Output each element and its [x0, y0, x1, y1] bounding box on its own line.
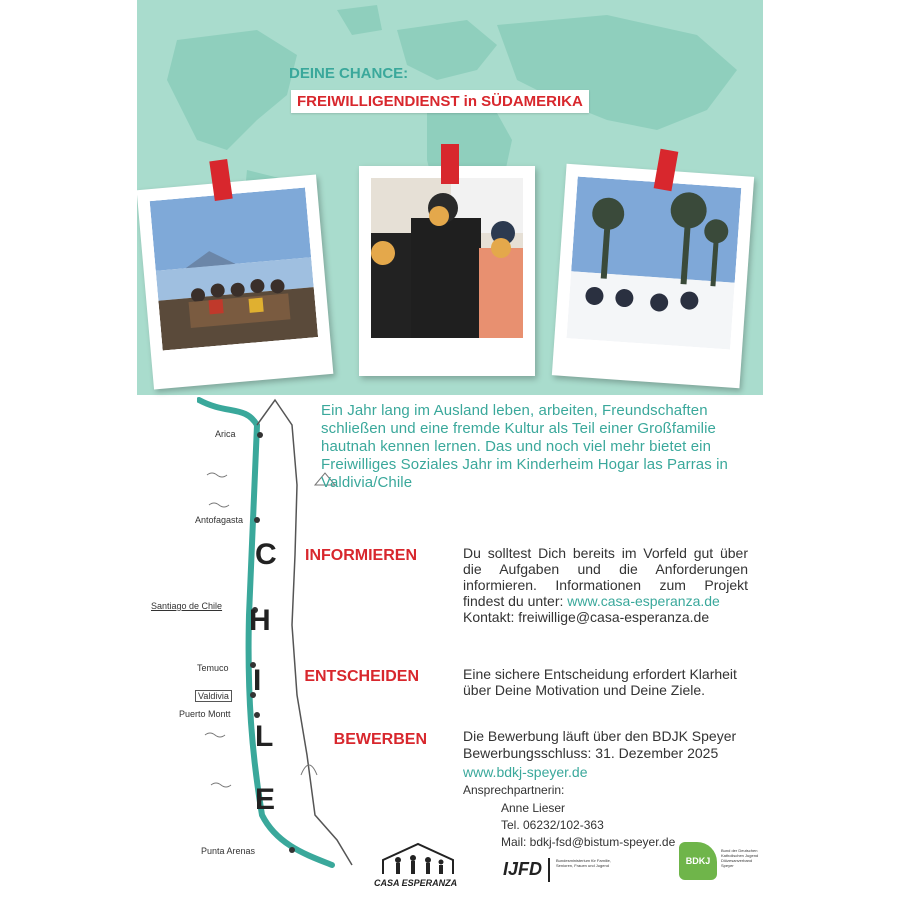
contact-heading: Ansprechpartnerin: — [463, 783, 565, 797]
bewerben-line-2: Bewerbungsschluss: 31. Dezember 2025 — [463, 745, 719, 761]
casa-esperanza-logo — [373, 840, 463, 876]
ijfd-ministry-text: Bundesministerium für Familie, Senioren, Frauen und Jugend — [556, 858, 611, 868]
photo-lake-picnic — [137, 175, 333, 390]
chile-letter-i: I — [253, 664, 262, 697]
city-valdivia: Valdivia — [195, 690, 232, 702]
bdkj-logo-text: BDKJ — [685, 856, 711, 866]
chile-letter-e: E — [255, 783, 276, 816]
casa-esperanza-logo-text: CASA ESPERANZA — [374, 878, 458, 888]
photo-lake-picnic-image — [150, 188, 318, 351]
entscheiden-text: Eine sichere Entscheidung erfordert Klarheit über Deine Motivation und Deine Ziele. — [463, 666, 737, 698]
city-temuco: Temuco — [197, 663, 229, 673]
bewerben-line-1: Die Bewerbung läuft über den BDJK Speyer — [463, 728, 737, 744]
city-puerto-montt: Puerto Montt — [179, 709, 231, 719]
city-santiago: Santiago de Chile — [151, 601, 223, 611]
intro-paragraph: Ein Jahr lang im Ausland leben, arbeiten, Freundschaften schließen und eine fremde Kultur als Teil einer Großfamilie hautnah kennen lernen. Das und noch viel mehr bietet ein Freiwilliges Soziales Jahr im Kinderheim Hogar las Parras in Valdivia/Chile — [321, 402, 728, 491]
city-punta-arenas: Punta Arenas — [201, 846, 256, 856]
bdkj-speyer-link[interactable]: www.bdkj-speyer.de — [463, 764, 588, 780]
casa-esperanza-link[interactable]: www.casa-esperanza.de — [567, 593, 720, 609]
label-entscheiden: ENTSCHEIDEN — [304, 668, 419, 685]
contact-tel: Tel. 06232/102-363 — [501, 818, 604, 832]
bdkj-sub-text: Bund der Deutschen Katholischen Jugend Diözesanverband Speyer — [721, 848, 759, 868]
informieren-text — [463, 545, 748, 625]
header-line-1: DEINE CHANCE: — [289, 65, 409, 82]
flyer — [137, 0, 763, 900]
informieren-description: Du solltest Dich bereits im Vorfeld gut über die Aufgaben und die Anforderungen informieren. Informationen zum Projekt findest du unter: — [463, 545, 748, 609]
label-informieren: INFORMIEREN — [305, 547, 417, 564]
contact-mail: Mail: bdkj-fsd@bistum-speyer.de — [501, 835, 676, 849]
photo-snow-forest-image — [566, 177, 741, 350]
photo-snow-forest — [552, 164, 754, 389]
informieren-contact: Kontakt: freiwillige@casa-esperanza.de — [463, 609, 710, 625]
city-arica: Arica — [215, 429, 236, 439]
label-bewerben: BEWERBEN — [333, 731, 427, 748]
city-antofagasta: Antofagasta — [195, 515, 244, 525]
bdkj-logo — [679, 842, 717, 880]
chile-letter-h: H — [249, 604, 271, 637]
photo-kids-food-image — [371, 178, 523, 338]
photo-kids-food — [359, 166, 535, 376]
ijfd-logo: IJFD — [503, 859, 543, 879]
contact-name: Anne Lieser — [501, 801, 566, 815]
chile-letter-l: L — [255, 720, 274, 753]
tape-2 — [441, 144, 459, 184]
chile-letter-c: C — [255, 538, 277, 571]
ijfd-divider — [548, 858, 550, 882]
header-line-2: FREIWILLIGENDIENST in SÜDAMERIKA — [291, 90, 589, 113]
